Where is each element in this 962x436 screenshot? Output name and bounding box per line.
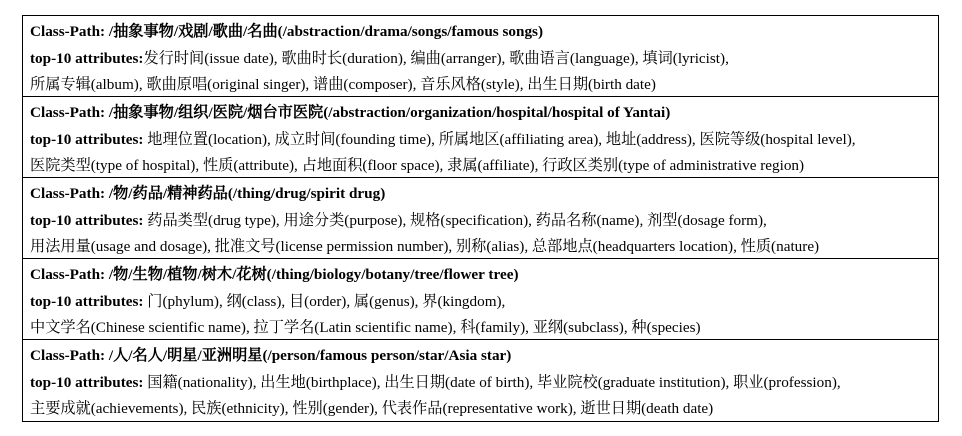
attr-text: 门(phylum), 纲(class), 目(order), 属(genus), 界(kingdom), — [147, 292, 506, 310]
table-row — [23, 340, 938, 422]
attribute-line — [30, 208, 932, 235]
class-path: Class-Path: /抽象事物/组织/医院/烟台市医院(/abstraction/organization/hospital/hospital of Yantai) — [30, 104, 671, 121]
class-path: Class-Path: /人/名人/明星/亚洲明星(/person/famous person/star/Asia star) — [30, 347, 512, 364]
class-path: Class-Path: /抽象事物/戏剧/歌曲/名曲(/abstraction/drama/songs/famous songs) — [30, 23, 544, 40]
class-path: Class-Path: /物/生物/植物/树木/花树(/thing/biology/botany/tree/flower tree) — [30, 266, 519, 283]
attr-label: top-10 attributes: — [30, 130, 144, 148]
attribute-line: 医院类型(type of hospital), 性质(attribute), 占地面积(floor space), 隶属(affiliate), 行政区类别(type of administrative region) — [30, 157, 805, 174]
attribute-line — [30, 127, 932, 154]
attribute-line — [30, 289, 932, 316]
attr-text: 国籍(nationality), 出生地(birthplace), 出生日期(date of birth), 毕业院校(graduate institution), 职业(profession), — [147, 373, 841, 391]
table-row — [23, 97, 938, 178]
table-row — [23, 259, 938, 340]
attr-label: top-10 attributes: — [30, 292, 144, 310]
attr-text: 药品类型(drug type), 用途分类(purpose), 规格(specification), 药品名称(name), 剂型(dosage form), — [147, 211, 767, 229]
attr-text: 地理位置(location), 成立时间(founding time), 所属地区(affiliating area), 地址(address), 医院等级(hospital level), — [147, 130, 856, 148]
attribute-line: 用法用量(usage and dosage), 批准文号(license permission number), 别称(alias), 总部地点(headquarters location), 性质(nature) — [30, 238, 820, 255]
table-row — [23, 178, 938, 259]
attr-label: top-10 attributes: — [30, 49, 144, 67]
attribute-line: 所属专辑(album), 歌曲原唱(original singer), 谱曲(composer), 音乐风格(style), 出生日期(birth date) — [30, 76, 656, 93]
class-path-attributes-table — [22, 15, 939, 422]
attr-label: top-10 attributes: — [30, 211, 144, 229]
attribute-line: 主要成就(achievements), 民族(ethnicity), 性别(gender), 代表作品(representative work), 逝世日期(death date) — [30, 400, 714, 417]
table-row — [23, 16, 938, 97]
attr-label: top-10 attributes: — [30, 373, 144, 391]
attribute-line — [30, 46, 932, 73]
attribute-line — [30, 370, 932, 397]
class-path: Class-Path: /物/药品/精神药品(/thing/drug/spirit drug) — [30, 185, 386, 202]
attr-text: 发行时间(issue date), 歌曲时长(duration), 编曲(arranger), 歌曲语言(language), 填词(lyricist), — [143, 49, 729, 67]
attribute-line: 中文学名(Chinese scientific name), 拉丁学名(Latin scientific name), 科(family), 亚纲(subclass), 种(species) — [30, 319, 701, 336]
